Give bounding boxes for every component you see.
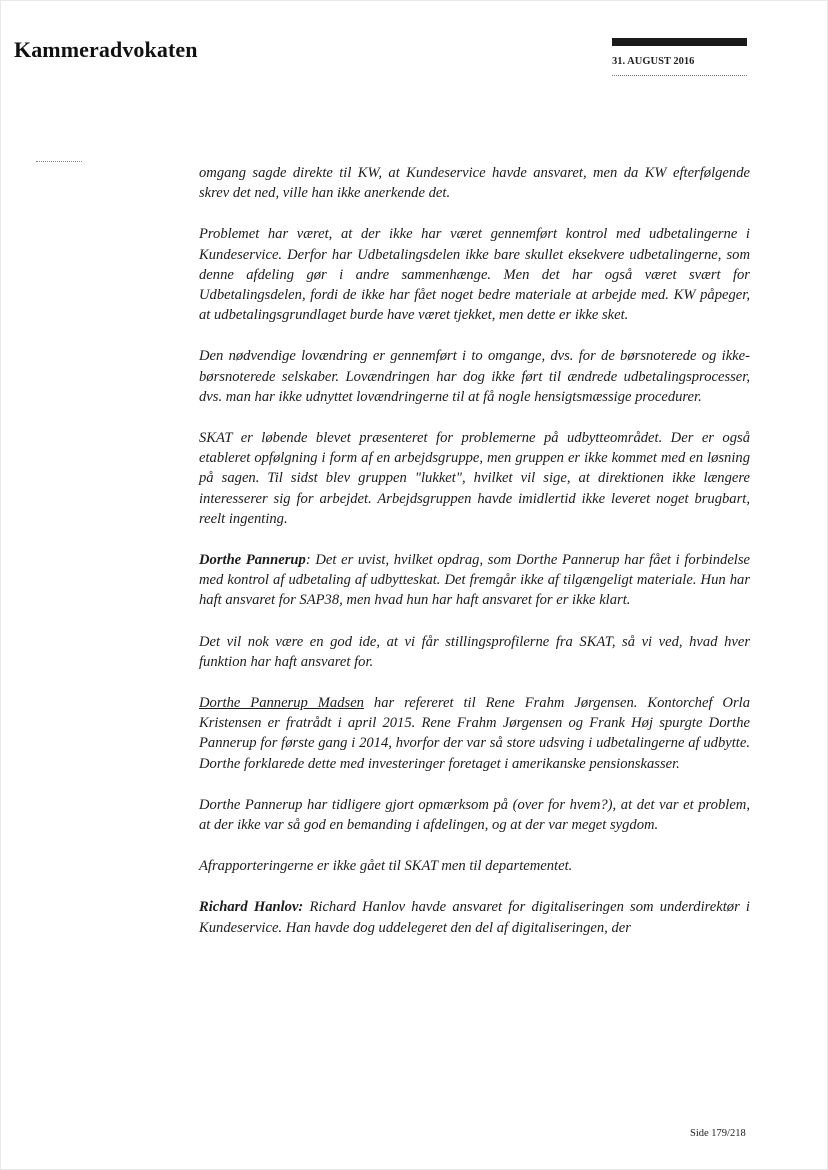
date-rule: [612, 75, 747, 76]
brand-title: Kammeradvokaten: [14, 37, 198, 62]
margin-rule: [36, 161, 82, 162]
paragraph: Problemet har været, at der ikke har været gennemført kontrol med udbetalingerne i Kundeservice. Derfor har Udbetalingsdelen ikke bare skullet eksekvere udbetalingerne, som denne afdeling gør i andre sammenhænge. Men det har også været svært for Udbetalingsdelen, fordi de ikke har fået noget bedre materiale at arbejde med. KW påpeger, at udbetalingsgrundlaget burde have været tjekket, men dette er ikke sket.: [199, 226, 750, 324]
document-date: 31. AUGUST 2016: [612, 56, 695, 67]
paragraph: Det vil nok være en god ide, at vi får stillingsprofilerne fra SKAT, så vi ved, hvad hver funktion har haft ansvaret for.: [199, 633, 750, 670]
person-name: Richard Hanlov:: [199, 899, 304, 916]
paragraph: omgang sagde direkte til KW, at Kundeservice havde ansvaret, men da KW efterfølgende skrev det ned, ville han ikke anerkende det.: [199, 165, 750, 202]
document-body: [199, 163, 750, 959]
paragraph: [199, 693, 750, 774]
paragraph: Den nødvendige lovændring er gennemført i to omgange, dvs. for de børsnoterede og ikke-børsnoterede selskaber. Lovændringen har dog ikke ført til ændrede udbetalingsprocesser, dvs. man har ikke udnyttet lovændringerne til at få nogle hensigtsmæssige procedurer.: [199, 348, 750, 405]
date-bar: [612, 38, 747, 46]
page-number: Side 179/218: [690, 1128, 746, 1139]
paragraph-text: har refereret til Rene Frahm Jørgensen. Kontorchef Orla Kristensen er fratrådt i april 2015. Rene Frahm Jørgensen og Frank Høj spurgte Dorthe Pannerup for første gang i 2014, hvorfor der var så store udsving i udbetalingerne af udbytte. Dorthe forklarede dette med investeringer foretaget i amerikanske pensionskasser.: [199, 695, 750, 772]
paragraph: Dorthe Pannerup har tidligere gjort opmærksom på (over for hvem?), at det var et problem, at der ikke var så god en bemanding i afdelingen, og at der var meget sygdom.: [199, 796, 750, 834]
paragraph: SKAT er løbende blevet præsenteret for problemerne på udbytteområdet. Der er også etableret opfølgning i form af en arbejdsgruppe, men gruppen er ikke kommet med en løsning på sagen. Til sidst blev gruppen "lukket", hvilket vil sige, at direktionen ikke længere interesserer sig for arbejdet. Arbejdsgruppen havde imidlertid ikke leveret noget brugbart, reelt ingenting.: [199, 430, 750, 527]
person-name: Dorthe Pannerup Madsen: [199, 695, 364, 712]
paragraph-text: : Det er uvist, hvilket opdrag, som Dorthe Pannerup har fået i forbindelse med kontrol af udbetaling af udbytteskat. Det fremgår ikke af tilgængeligt materiale. Hun har haft ansvaret for SAP38, men hvad hun har haft ansvaret for er ikke klart.: [199, 552, 751, 609]
paragraph: [199, 897, 750, 937]
paragraph: [199, 550, 750, 611]
person-name: Dorthe Pannerup: [199, 552, 306, 569]
paragraph-text: Richard Hanlov havde ansvaret for digitaliseringen som underdirektør i Kundeservice. Han havde dog uddelegeret den del af digitaliseringen, der: [199, 899, 750, 936]
paragraph: Afrapporteringerne er ikke gået til SKAT men til departementet.: [199, 858, 573, 875]
